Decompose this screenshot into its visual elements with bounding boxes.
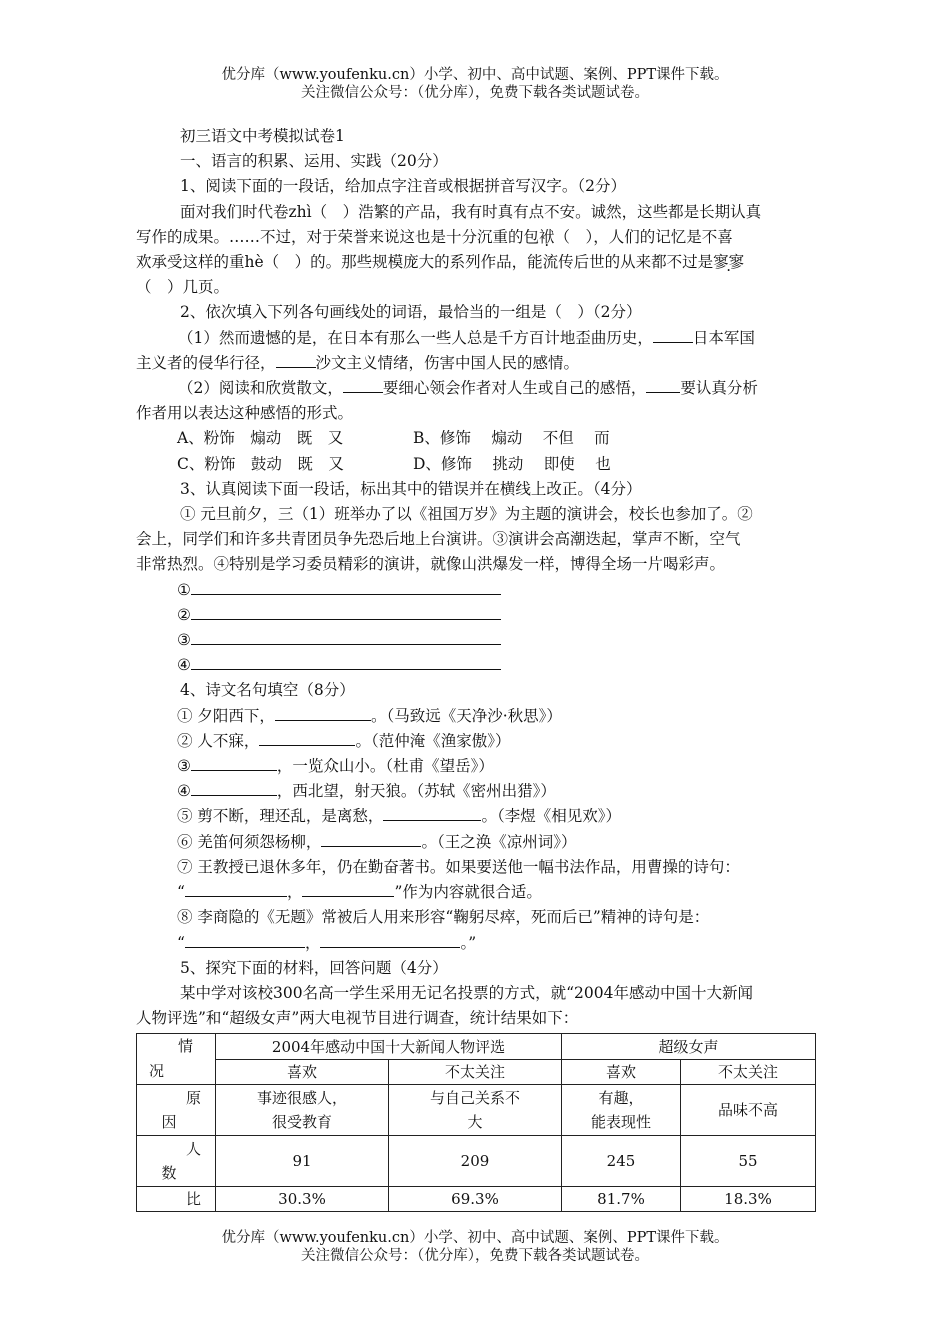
q4-text: ④ — [177, 782, 191, 801]
exam-title: 初三语文中考模拟试卷1 — [180, 127, 345, 145]
q2-options-ab — [136, 426, 816, 451]
q4-item — [136, 779, 816, 804]
q2-stem: 2、依次填入下列各句画线处的词语，最恰当的一组是（ ）（2分） — [180, 303, 642, 322]
poem-blank[interactable] — [320, 932, 460, 948]
q2-blank[interactable] — [653, 327, 693, 343]
q3-answer-line — [136, 653, 816, 678]
q2-text: （2）阅读和欣赏散文， — [178, 379, 343, 398]
q4-text: ① 夕阳西下， — [177, 706, 275, 725]
table-row — [137, 1136, 816, 1187]
q4-text: ， — [286, 883, 303, 902]
col-header: 不太关注 — [681, 1059, 816, 1085]
col-header: 喜欢 — [562, 1059, 681, 1085]
table-cell: 69.3% — [389, 1187, 562, 1212]
q2-sentence-1 — [136, 326, 816, 351]
q4-text: 。（李煜《相见欢》） — [481, 807, 621, 826]
q3-text-line-3: 非常热烈。④特别是学习委员精彩的演讲，就像山洪爆发一样，博得全场一片喝彩声。 — [136, 555, 726, 574]
corner-bottom-text: 况 — [149, 1062, 165, 1081]
row-label-count — [137, 1136, 216, 1187]
q1-stem: 1、阅读下面的一段话，给加点字注音或根据拼音写汉字。（2分） — [180, 177, 626, 196]
row-label-part: 原 — [185, 1089, 201, 1108]
cell-line: 很受教育 — [271, 1113, 332, 1132]
q4-text: ③ — [177, 757, 191, 776]
poem-blank[interactable] — [185, 881, 287, 897]
option-d[interactable]: D、修饰 挑动 即使 也 — [413, 454, 611, 473]
q5-stem: 5、探究下面的材料，回答问题（4分） — [180, 958, 448, 977]
q4-text: 。” — [460, 933, 477, 952]
q4-text: “ — [177, 933, 185, 952]
table-corner-cell — [137, 1034, 216, 1085]
q3-stem: 3、认真阅读下面一段话，标出其中的错误并在横线上改正。（4分） — [180, 479, 642, 498]
cell-line: 与自己关系不 — [429, 1089, 520, 1108]
table-cell: 30.3% — [216, 1187, 389, 1212]
table-cell: 品味不高 — [681, 1085, 816, 1136]
table-cell: 91 — [216, 1136, 389, 1187]
poem-blank[interactable] — [383, 805, 481, 821]
q2-options-cd — [136, 452, 816, 477]
q2-blank[interactable] — [276, 352, 316, 368]
poem-blank[interactable] — [259, 730, 355, 746]
col-header: 喜欢 — [216, 1059, 389, 1085]
cell-line: 大 — [467, 1113, 483, 1132]
q5-text-line-1: 某中学对该校300名高一学生采用无记名投票的方式，就“2004年感动中国十大新闻 — [180, 983, 753, 1002]
table-cell — [562, 1085, 681, 1136]
q4-item-8: ⑧ 李商隐的《无题》常被后人用来形容“鞠躬尽瘁，死而后已”精神的诗句是： — [177, 908, 710, 927]
section-1-heading: 一、语言的积累、运用、实践（20分） — [180, 152, 448, 171]
q1-text-line-3 — [136, 250, 816, 275]
option-c[interactable]: C、粉饰 鼓动 既 又 — [177, 454, 344, 473]
q2-text: 日本军国 — [692, 328, 755, 347]
row-label-part: 因 — [161, 1113, 177, 1132]
q1-text-line-4: （ ）几页。 — [136, 278, 230, 297]
table-row — [137, 1059, 816, 1085]
dotted-char: 袱 — [539, 227, 555, 246]
q4-item — [136, 729, 816, 754]
q4-stem: 4、诗文名句填空（8分） — [180, 681, 355, 700]
q1-text-line-1: 面对我们时代卷zhì（ ）浩繁的产品，我有时真有点不安。诚然，这些都是长期认真 — [180, 202, 762, 221]
q4-text: ⑤ 剪不断，理还乱，是离愁， — [177, 807, 384, 826]
q2-blank[interactable] — [343, 377, 383, 393]
poem-blank[interactable] — [191, 755, 277, 771]
poem-blank[interactable] — [191, 780, 277, 796]
table-cell: 245 — [562, 1136, 681, 1187]
table-row — [137, 1034, 816, 1060]
exam-content — [136, 124, 816, 1212]
q4-text: 。（王之涣《凉州词》） — [421, 832, 577, 851]
footer-line-1: 优分库（www.youfenku.cn）小学、初中、高中试题、案例、PPT课件下载。 — [221, 1230, 729, 1246]
q4-text: ② 人不寐， — [177, 731, 260, 750]
option-a[interactable]: A、粉饰 煽动 既 又 — [177, 429, 344, 448]
row-label-part: 数 — [161, 1164, 177, 1183]
q4-text: ， — [304, 933, 321, 952]
q4-item — [136, 804, 816, 829]
answer-number: ② — [177, 605, 191, 624]
table-cell: 18.3% — [681, 1187, 816, 1212]
q4-text: ⑥ 羌笛何须怨杨柳， — [177, 832, 322, 851]
answer-number: ③ — [177, 631, 191, 650]
q2-text: （1）然而遗憾的是，在日本有那么一些人总是千方百计地歪曲历史， — [178, 328, 653, 347]
q4-item-7-answer — [136, 880, 816, 905]
q2-sentence-2 — [136, 376, 816, 401]
answer-blank[interactable] — [191, 629, 501, 645]
q4-text: 。（马致远《天净沙·秋思》） — [370, 706, 562, 725]
q3-answer-line — [136, 578, 816, 603]
cell-line: 有趣， — [598, 1089, 644, 1108]
q2-text: 沙文主义情绪，伤害中国人民的感情。 — [315, 353, 580, 372]
table-cell — [389, 1085, 562, 1136]
poem-blank[interactable] — [321, 831, 421, 847]
answer-number: ① — [177, 580, 191, 599]
q3-answer-line — [136, 603, 816, 628]
q2-text: 要细心领会作者对人生或自己的感悟， — [382, 379, 647, 398]
header-line-1: 优分库（www.youfenku.cn）小学、初中、高中试题、案例、PPT课件下载。 — [221, 67, 729, 83]
group-header-news: 2004年感动中国十大新闻人物评选 — [216, 1034, 562, 1060]
table-cell: 55 — [681, 1136, 816, 1187]
q3-text-line-1: ① 元旦前夕，三（1）班举办了以《祖国万岁》为主题的演讲会，校长也参加了。② — [180, 505, 753, 524]
q1-text-part: 欢承受这样的重hè（ ）的。那些规模庞大的系列作品，能流传后世的从来都不过是 — [136, 253, 714, 272]
poem-blank[interactable] — [185, 932, 305, 948]
col-header: 不太关注 — [389, 1059, 562, 1085]
table-row — [137, 1085, 816, 1136]
q2-sentence-1-cont — [136, 351, 816, 376]
group-header-super-girl: 超级女声 — [562, 1034, 816, 1060]
row-label-part: 人 — [185, 1140, 201, 1159]
row-label-part: 比 — [185, 1190, 201, 1209]
q2-text: 主义者的侵华行径， — [136, 353, 276, 372]
q3-answer-line — [136, 628, 816, 653]
option-b[interactable]: B、修饰 煽动 不但 而 — [413, 429, 610, 448]
q4-item-8-answer — [136, 931, 816, 956]
answer-blank[interactable] — [191, 654, 501, 670]
q5-text-line-2: 人物评选”和“超级女声”两大电视节目进行调查，统计结果如下： — [136, 1009, 579, 1028]
header-line-2: 关注微信公众号：（优分库），免费下载各类试题试卷。 — [301, 85, 649, 101]
table-row — [137, 1187, 816, 1212]
answer-number: ④ — [177, 656, 191, 675]
q4-text: “ — [177, 883, 185, 902]
q4-text: 。（范仲淹《渔家傲》） — [355, 731, 511, 750]
answer-blank[interactable] — [191, 604, 501, 620]
answer-blank[interactable] — [191, 579, 501, 595]
q4-item — [136, 754, 816, 779]
q3-text-line-2: 会上，同学们和许多共青团员争先恐后地上台演讲。③演讲会高潮迭起，掌声不断，空气 — [136, 530, 741, 549]
survey-table — [136, 1033, 816, 1212]
cell-line: 能表现性 — [590, 1113, 651, 1132]
q4-text: ，一览众山小。（杜甫《望岳》） — [276, 757, 494, 776]
q4-text: ，西北望，射天狼。（苏轼《密州出猎》） — [276, 782, 556, 801]
q2-text: 要认真分析 — [680, 379, 758, 398]
q2-sentence-2-cont: 作者用以表达这种感悟的形式。 — [136, 404, 354, 423]
q4-item — [136, 830, 816, 855]
q4-text: ”作为内容就很合适。 — [394, 883, 542, 902]
page-footer — [0, 1229, 950, 1265]
row-label-ratio — [137, 1187, 216, 1212]
q1-text-part: 写作的成果。……不过，对于荣誉来说这也是十分沉重的包 — [136, 227, 540, 246]
poem-blank[interactable] — [302, 881, 394, 897]
row-label-reason — [137, 1085, 216, 1136]
corner-top-text: 情 — [177, 1037, 193, 1056]
footer-line-2: 关注微信公众号：（优分库），免费下载各类试题试卷。 — [301, 1248, 649, 1264]
dotted-char: 寥寥 — [713, 253, 745, 272]
q1-text-line-2 — [136, 225, 816, 250]
cell-line: 事迹很感人， — [256, 1089, 347, 1108]
table-cell — [216, 1085, 389, 1136]
q4-item-7: ⑦ 王教授已退休多年，仍在勤奋著书。如果要送他一幅书法作品，用曹操的诗句： — [177, 857, 740, 876]
q4-item — [136, 704, 816, 729]
table-cell: 209 — [389, 1136, 562, 1187]
table-cell: 81.7% — [562, 1187, 681, 1212]
q2-blank[interactable] — [646, 377, 680, 393]
poem-blank[interactable] — [275, 705, 371, 721]
q1-text-part: （ ），人们的记忆是不喜 — [554, 227, 733, 246]
page-header — [0, 66, 950, 102]
